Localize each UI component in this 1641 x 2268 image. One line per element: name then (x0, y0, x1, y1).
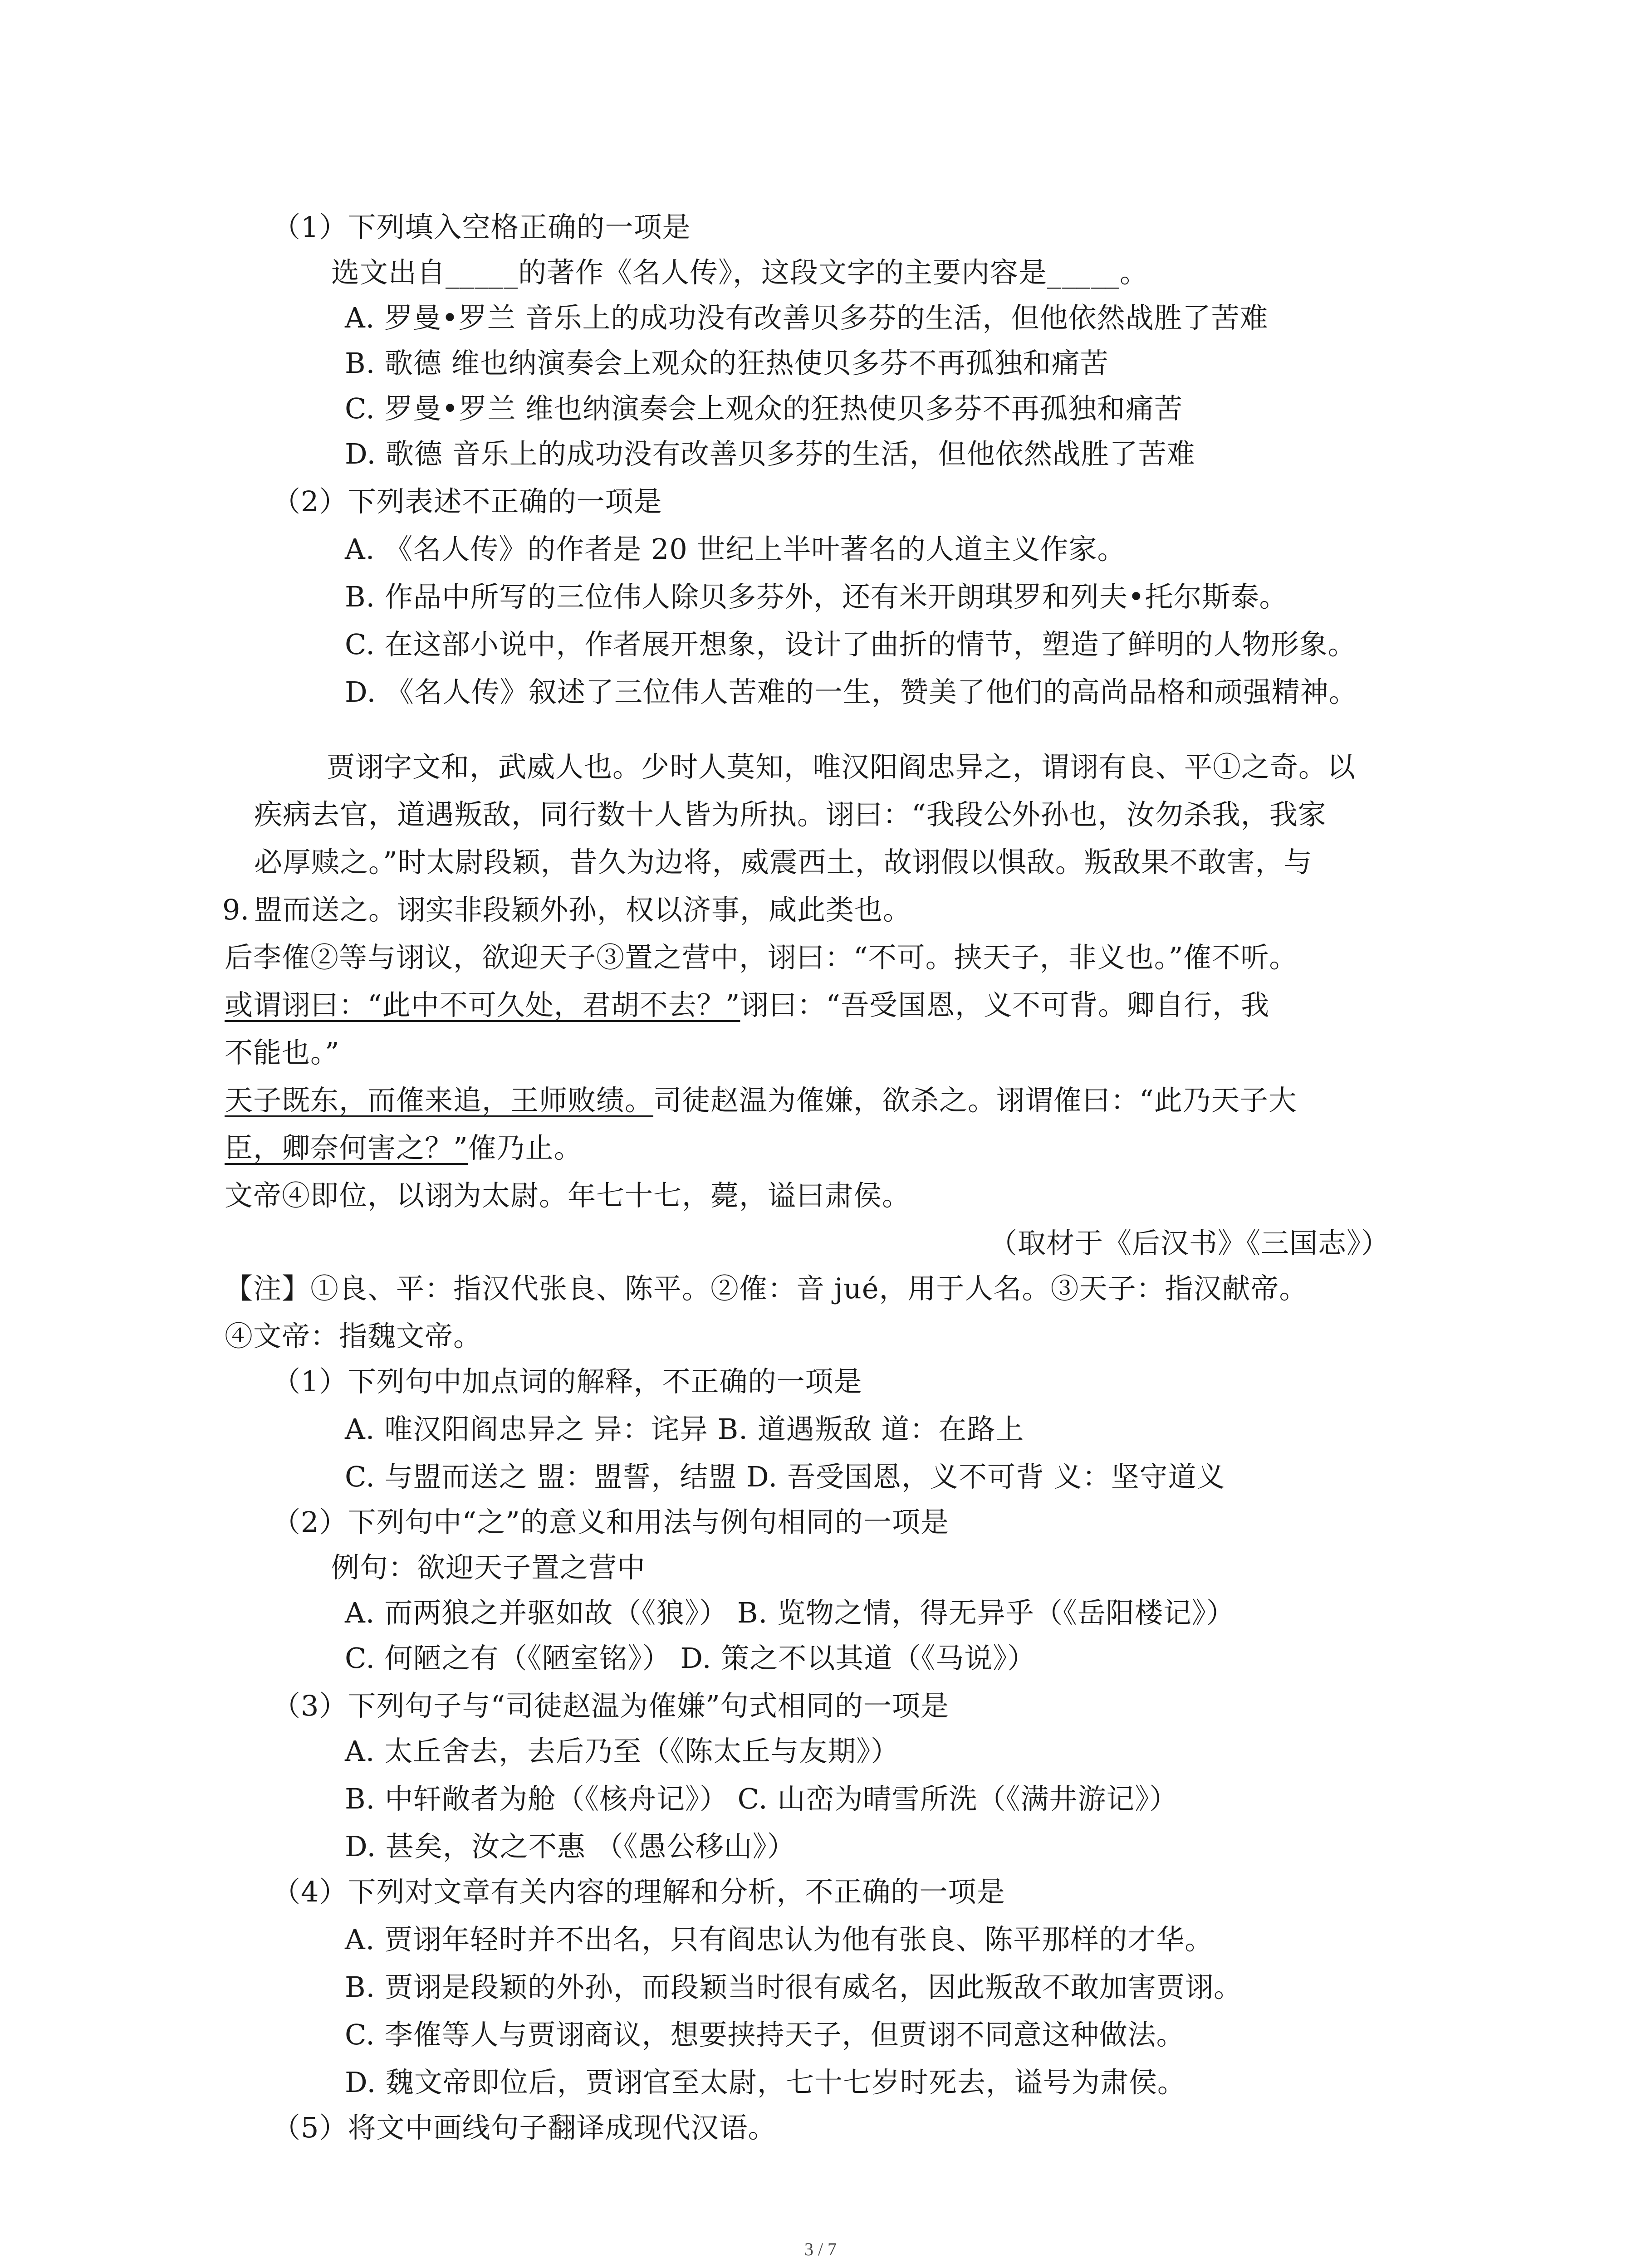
q9-sub3-options-line2: B. 中轩敞者为舱（《核舟记》） C. 山峦为晴雪所洗（《满井游记》） (345, 1782, 1178, 1815)
q9-sub1-stem: （1）下列句中加点词的解释，不正确的一项是 (272, 1365, 862, 1398)
q9-passage-p1-line4: 盟而送之。诩实非段颖外孙，权以济事，咸此类也。 (254, 893, 912, 926)
q9-passage-p2-line3: 不能也。” (225, 1036, 340, 1069)
q9-sub5-stem: （5）将文中画线句子翻译成现代汉语。 (272, 2111, 777, 2144)
q9-passage-p1-line2: 疾病去官，道遇叛敌，同行数十人皆为所执。诩曰：“我段公外孙也，汝勿杀我，我家 (254, 798, 1327, 831)
q9-passage-p2-line2 (225, 988, 1270, 1022)
p3-line1-rest: 司徒赵温为傕嫌，欲杀之。诩谓傕曰：“此乃天子大 (653, 1084, 1297, 1117)
q9-sub3-options-line3: D. 甚矣，汝之不惠 （《愚公移山》） (345, 1830, 796, 1863)
q8-sub1-option-a: A. 罗曼•罗兰 音乐上的成功没有改善贝多芬的生活，但他依然战胜了苦难 (345, 301, 1269, 334)
q9-sub2-options-line1: A. 而两狼之并驱如故（《狼》） B. 览物之情，得无异乎（《岳阳楼记》） (345, 1596, 1235, 1629)
q8-sub2-option-c: C. 在这部小说中，作者展开想象，设计了曲折的情节，塑造了鲜明的人物形象。 (345, 628, 1357, 661)
q9-sub2-example: 例句：欲迎天子置之营中 (331, 1551, 646, 1584)
q9-sub4-option-c: C. 李傕等人与贾诩商议，想要挟持天子，但贾诩不同意这种做法。 (345, 2018, 1185, 2051)
q8-sub2-option-d: D. 《名人传》叙述了三位伟人苦难的一生，赞美了他们的高尚品格和顽强精神。 (345, 675, 1357, 709)
q9-sub4-option-a: A. 贾诩年轻时并不出名，只有阎忠认为他有张良、陈平那样的才华。 (345, 1923, 1214, 1956)
q9-sub3-stem: （3）下列句子与“司徒赵温为傕嫌”句式相同的一项是 (272, 1689, 949, 1722)
underlined-sentence-2: 天子既东，而傕来追，王师败绩。 (225, 1084, 654, 1117)
q8-sub2-option-a: A. 《名人传》的作者是 20 世纪上半叶著名的人道主义作家。 (345, 533, 1126, 566)
p3-line2-rest: 傕乃止。 (468, 1131, 583, 1164)
q9-passage-p3-line2 (225, 1131, 583, 1164)
q9-sub4-option-d: D. 魏文帝即位后，贾诩官至太尉，七十七岁时死去，谥号为肃侯。 (345, 2066, 1186, 2099)
q9-number: 9. (222, 893, 250, 926)
q9-sub2-stem: （2）下列句中“之”的意义和用法与例句相同的一项是 (272, 1505, 949, 1539)
q8-sub2-stem: （2）下列表述不正确的一项是 (272, 485, 662, 518)
q9-passage-p2-line1: 后李傕②等与诩议，欲迎天子③置之营中，诩曰：“不可。挟天子，非义也。”傕不听。 (225, 941, 1298, 974)
q9-passage-p4: 文帝④即位，以诩为太尉。年七十七，薨，谥曰肃侯。 (225, 1179, 911, 1212)
q9-notes-line1: 【注】①良、平：指汉代张良、陈平。②傕：音 jué，用于人名。③天子：指汉献帝。 (225, 1272, 1308, 1305)
q8-sub1-option-b: B. 歌德 维也纳演奏会上观众的狂热使贝多芬不再孤独和痛苦 (345, 347, 1109, 380)
q9-sub4-stem: （4）下列对文章有关内容的理解和分析，不正确的一项是 (272, 1875, 1005, 1908)
q9-passage-p1-line3: 必厚赎之。”时太尉段颖，昔久为边将，威震西土，故诩假以惧敌。叛敌果不敢害，与 (254, 846, 1313, 879)
q9-passage-source: （取材于《后汉书》《三国志》） (989, 1227, 1390, 1260)
q9-passage-p1-line1: 贾诩字文和，武威人也。少时人莫知，唯汉阳阎忠异之，谓诩有良、平①之奇。以 (327, 750, 1356, 783)
page-number: 3 / 7 (804, 2239, 837, 2259)
q9-sub4-option-b: B. 贾诩是段颖的外孙，而段颖当时很有威名，因此叛敌不敢加害贾诩。 (345, 1970, 1242, 2004)
q8-sub1-option-c: C. 罗曼•罗兰 维也纳演奏会上观众的狂热使贝多芬不再孤独和痛苦 (345, 392, 1183, 425)
q9-sub1-options-line1: A. 唯汉阳阎忠异之 异：诧异 B. 道遇叛敌 道：在路上 (345, 1413, 1024, 1446)
q9-notes-line2: ④文帝：指魏文帝。 (225, 1320, 482, 1353)
q9-sub2-options-line2: C. 何陋之有（《陋室铭》） D. 策之不以其道（《马说》） (345, 1642, 1036, 1675)
underlined-sentence-2-cont: 臣，卿奈何害之？” (225, 1131, 468, 1164)
q8-sub1-fill-line: 选文出自_____的著作《名人传》，这段文字的主要内容是_____。 (331, 256, 1149, 289)
q8-sub1-stem: （1）下列填入空格正确的一项是 (272, 210, 691, 244)
underlined-sentence-1: 或谓诩曰：“此中不可久处，君胡不去？” (225, 988, 740, 1022)
q9-sub1-options-line2: C. 与盟而送之 盟：盟誓，结盟 D. 吾受国恩，义不可背 义：坚守道义 (345, 1460, 1225, 1493)
p2-line2-rest: 诩曰：“吾受国恩，义不可背。卿自行，我 (740, 988, 1270, 1022)
q9-passage-p3-line1 (225, 1084, 1297, 1117)
q9-sub3-options-line1: A. 太丘舍去，去后乃至（《陈太丘与友期》） (345, 1735, 900, 1768)
q8-sub1-option-d: D. 歌德 音乐上的成功没有改善贝多芬的生活，但他依然战胜了苦难 (345, 437, 1195, 470)
q8-sub2-option-b: B. 作品中所写的三位伟人除贝多芬外，还有米开朗琪罗和列夫•托尔斯泰。 (345, 580, 1288, 613)
